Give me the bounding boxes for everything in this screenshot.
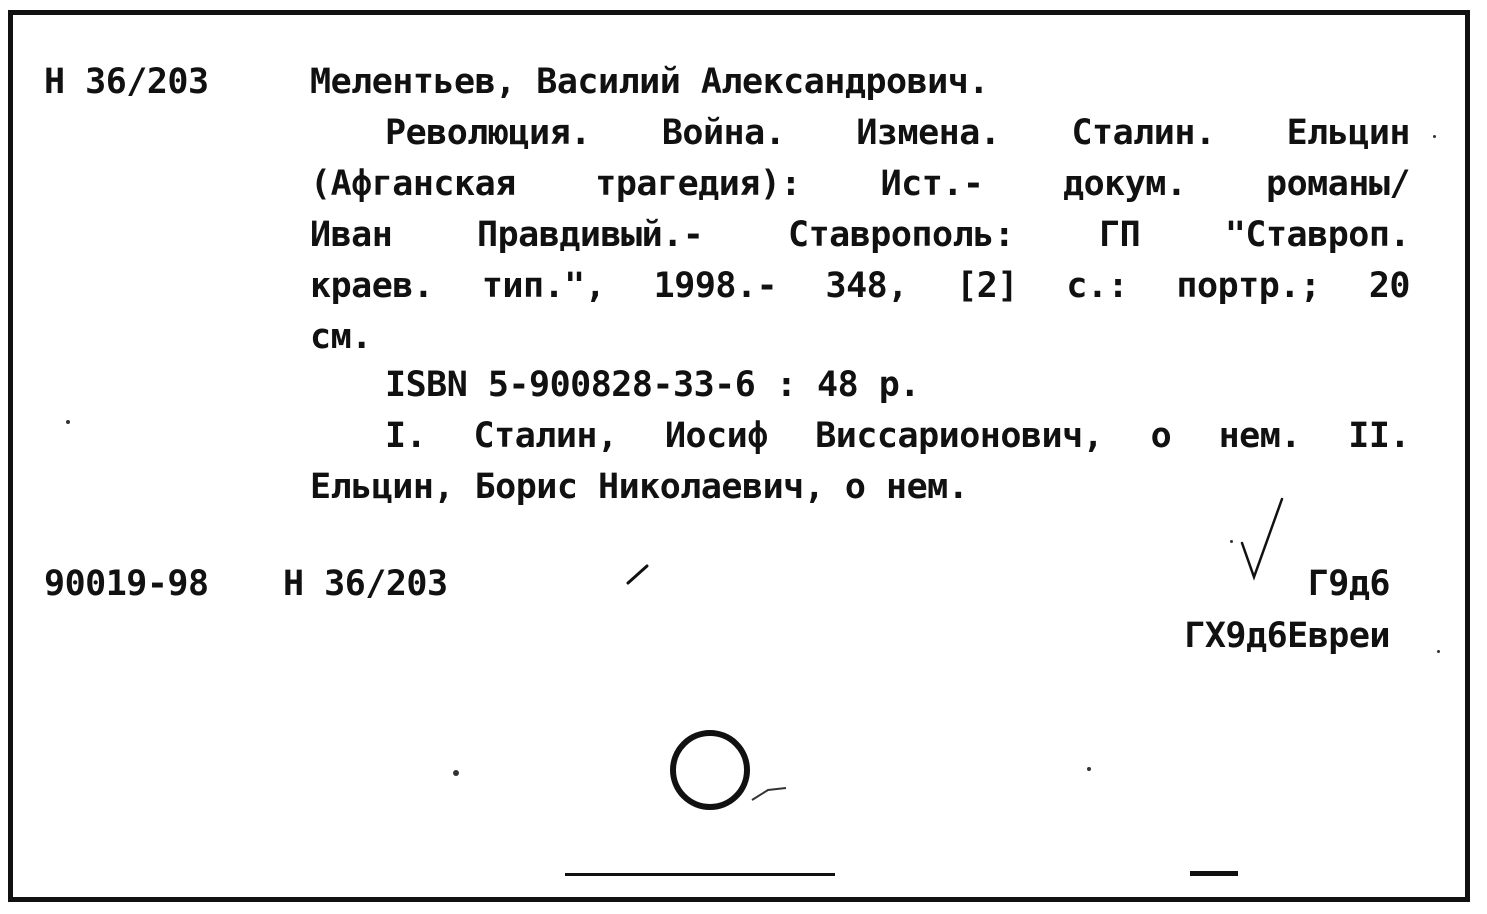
record-number: 90019-98 bbox=[44, 564, 209, 604]
class-code-2: ГХ9д6Евреи bbox=[1184, 616, 1390, 656]
bottom-rule bbox=[565, 873, 835, 876]
subjects-line-2: Ельцин, Борис Николаевич, о нем. bbox=[310, 467, 969, 507]
check-mark-icon bbox=[1238, 495, 1288, 585]
title-line-2: (Афганская трагедия): Ист.- докум. романы/ bbox=[310, 164, 1410, 204]
scan-speck bbox=[1437, 650, 1440, 653]
scan-speck bbox=[66, 420, 70, 424]
scan-speck bbox=[1230, 540, 1233, 543]
author-heading: Мелентьев, Василий Александрович. bbox=[310, 62, 989, 102]
title-line-1: Революция. Война. Измена. Сталин. Ельцин bbox=[385, 113, 1410, 153]
title-line-5: см. bbox=[310, 317, 372, 357]
pencil-tick-icon bbox=[625, 563, 655, 588]
class-code-1: Г9д6 bbox=[1307, 564, 1390, 604]
title-line-4: краев. тип.", 1998.- 348, [2] с.: портр.; 20 bbox=[310, 266, 1410, 306]
scan-speck bbox=[453, 770, 459, 776]
isbn-line: ISBN 5-900828-33-6 : 48 р. bbox=[385, 365, 920, 405]
shelf-mark: Н 36/203 bbox=[44, 62, 209, 102]
bottom-dash bbox=[1190, 871, 1238, 876]
subjects-line-1: I. Сталин, Иосиф Виссарионович, о нем. II. bbox=[385, 416, 1410, 456]
title-line-3: Иван Правдивый.- Ставрополь: ГП "Ставроп. bbox=[310, 215, 1410, 255]
scan-speck bbox=[1087, 767, 1091, 771]
call-number: Н 36/203 bbox=[283, 564, 448, 604]
scan-speck bbox=[1433, 135, 1436, 138]
punch-hole bbox=[670, 730, 750, 810]
hole-tear-mark bbox=[750, 780, 790, 805]
